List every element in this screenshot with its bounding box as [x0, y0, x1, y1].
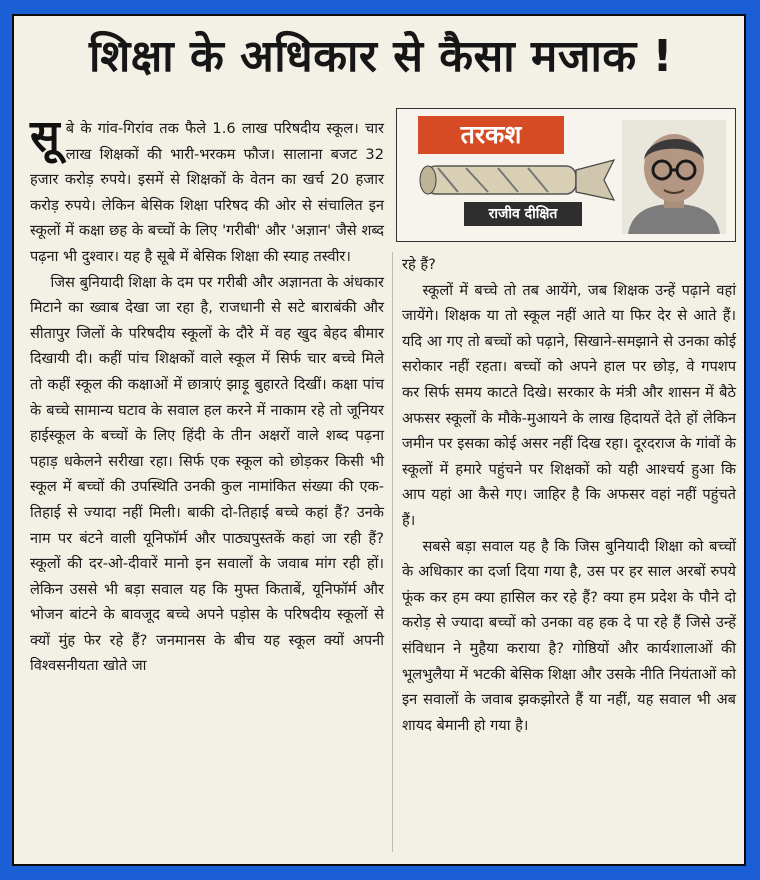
- headline: शिक्षा के अधिकार से कैसा मजाक !: [88, 31, 674, 82]
- drop-cap: सू: [30, 111, 60, 162]
- article-right-column: [402, 252, 736, 852]
- author-photo: [622, 120, 726, 234]
- paragraph: जिस बुनियादी शिक्षा के दम पर गरीबी और अज्ञानता के अंधकार मिटाने का ख्वाब देखा जा रहा है, राजधानी से सटे बाराबंकी और सीतापुर जिलों के परिषदीय स्कूलों के दौरे में वह खुद बेहद बीमार दिखायी दी। कहीं पांच शिक्षकों वाले स्कूल में सिर्फ चार बच्चे मिले तो कहीं स्कूल की कक्षाओं में छात्राएं झाड़ू बुहारते दिखीं। कक्षा पांच के बच्चे सामान्य घटाव के सवाल हल करने में नाकाम रहे तो जूनियर हाईस्कूल के बच्चों के लिए हिंदी के तीन अक्षरों वाले शब्द पढ़ना पहाड़ धकेलने सरीखा रहा। सिर्फ एक स्कूल को छोड़कर किसी भी स्कूल में बच्चों की उपस्थिति उनकी कुल नामांकित संख्या की एक-तिहाई से ज्यादा नहीं मिली। बाकी दो-तिहाई बच्चे कहां हैं? उनके नाम पर बंटने वाली यूनिफॉर्म और पाठ्यपुस्तकें कहां जा रही हैं? स्कूलों की दर-ओ-दीवारें मानो इन सवालों के जवाब मांग रही हों। लेकिन उससे भी बड़ा सवाल यह कि मुफ्त किताबें, यूनिफॉर्म और भोजन बांटने के बावजूद बच्चे अपने पड़ोस के परिषदीय स्कूलों से क्यों मुंह फेर रहे हैं? जनमानस के बीच यह स्कूल क्यों अपनी विश्वसनीयता खोते जा: [30, 273, 384, 675]
- newspaper-clipping: [12, 14, 746, 866]
- column-divider: [392, 252, 393, 852]
- paragraph: सबसे बड़ा सवाल यह है कि जिस बुनियादी शिक्षा को बच्चों के अधिकार का दर्जा दिया गया है, उस पर हर साल अरबों रुपये फूंक कर हम क्या हासिल कर रहे हैं? क्या हम प्रदेश के पौने दो करोड़ से ज्यादा बच्चों को उनका वह हक दे पा रहे हैं जिसे उन्हें संविधान ने मुहैया कराया है? गोष्ठियों और कार्यशालाओं की भूलभुलैया में भटकी बेसिक शिक्षा और उसके नीति नियंताओं को इन सवालों के जवाब झकझोरते हैं या नहीं, यह सवाल भी अब शायद बेमानी हो गया है।: [402, 537, 736, 734]
- column-author: राजीव दीक्षित: [464, 202, 582, 226]
- paragraph: बे के गांव-गिरांव तक फैले 1.6 लाख परिषदीय स्कूल। चार लाख शिक्षकों की भारी-भरकम फौज। सालाना बजट 32 हजार करोड़ रुपये। इसमें से शिक्षकों के वेतन का खर्च 20 हजार करोड़ रुपये। लेकिन बेसिक शिक्षा परिषद की ओर से संचालित इन स्कूलों में कक्षा छह के बच्चों के लिए 'गरीबी' और 'अज्ञान' जैसे शब्द पढ़ना भी दुश्वार। यह है सूबे में बेसिक शिक्षा की स्याह तस्वीर।: [30, 120, 384, 265]
- paragraph: रहे हैं?: [402, 256, 436, 273]
- column-title: तरकश: [418, 116, 564, 154]
- article-left-column: [30, 111, 384, 856]
- paragraph: स्कूलों में बच्चे तो तब आयेंगे, जब शिक्षक उन्हें पढ़ाने वहां जायेंगे। शिक्षक या तो स्कूल नहीं आते या फिर देर से आते हैं। यदि आ गए तो बच्चों को पढ़ाने, सिखाने-समझाने से उनका कोई सरोकार नहीं रहता। बच्चों को अपने हाल पर छोड़, वे गपशप कर सिर्फ समय काटते दिखे। सरकार के मंत्री और शासन में बैठे अफसर स्कूलों के मौके-मुआयने के लाख हिदायतें देते हों लेकिन जमीन पर इसका कोई असर नहीं दिख रहा। दूरदराज के गांवों के स्कूलों में हमारे पहुंचने पर शिक्षकों को यही आश्चर्य हुआ कि आप यहां आ कैसे गए। जाहिर है कि अफसर वहां नहीं पहुंचते हैं।: [402, 281, 736, 529]
